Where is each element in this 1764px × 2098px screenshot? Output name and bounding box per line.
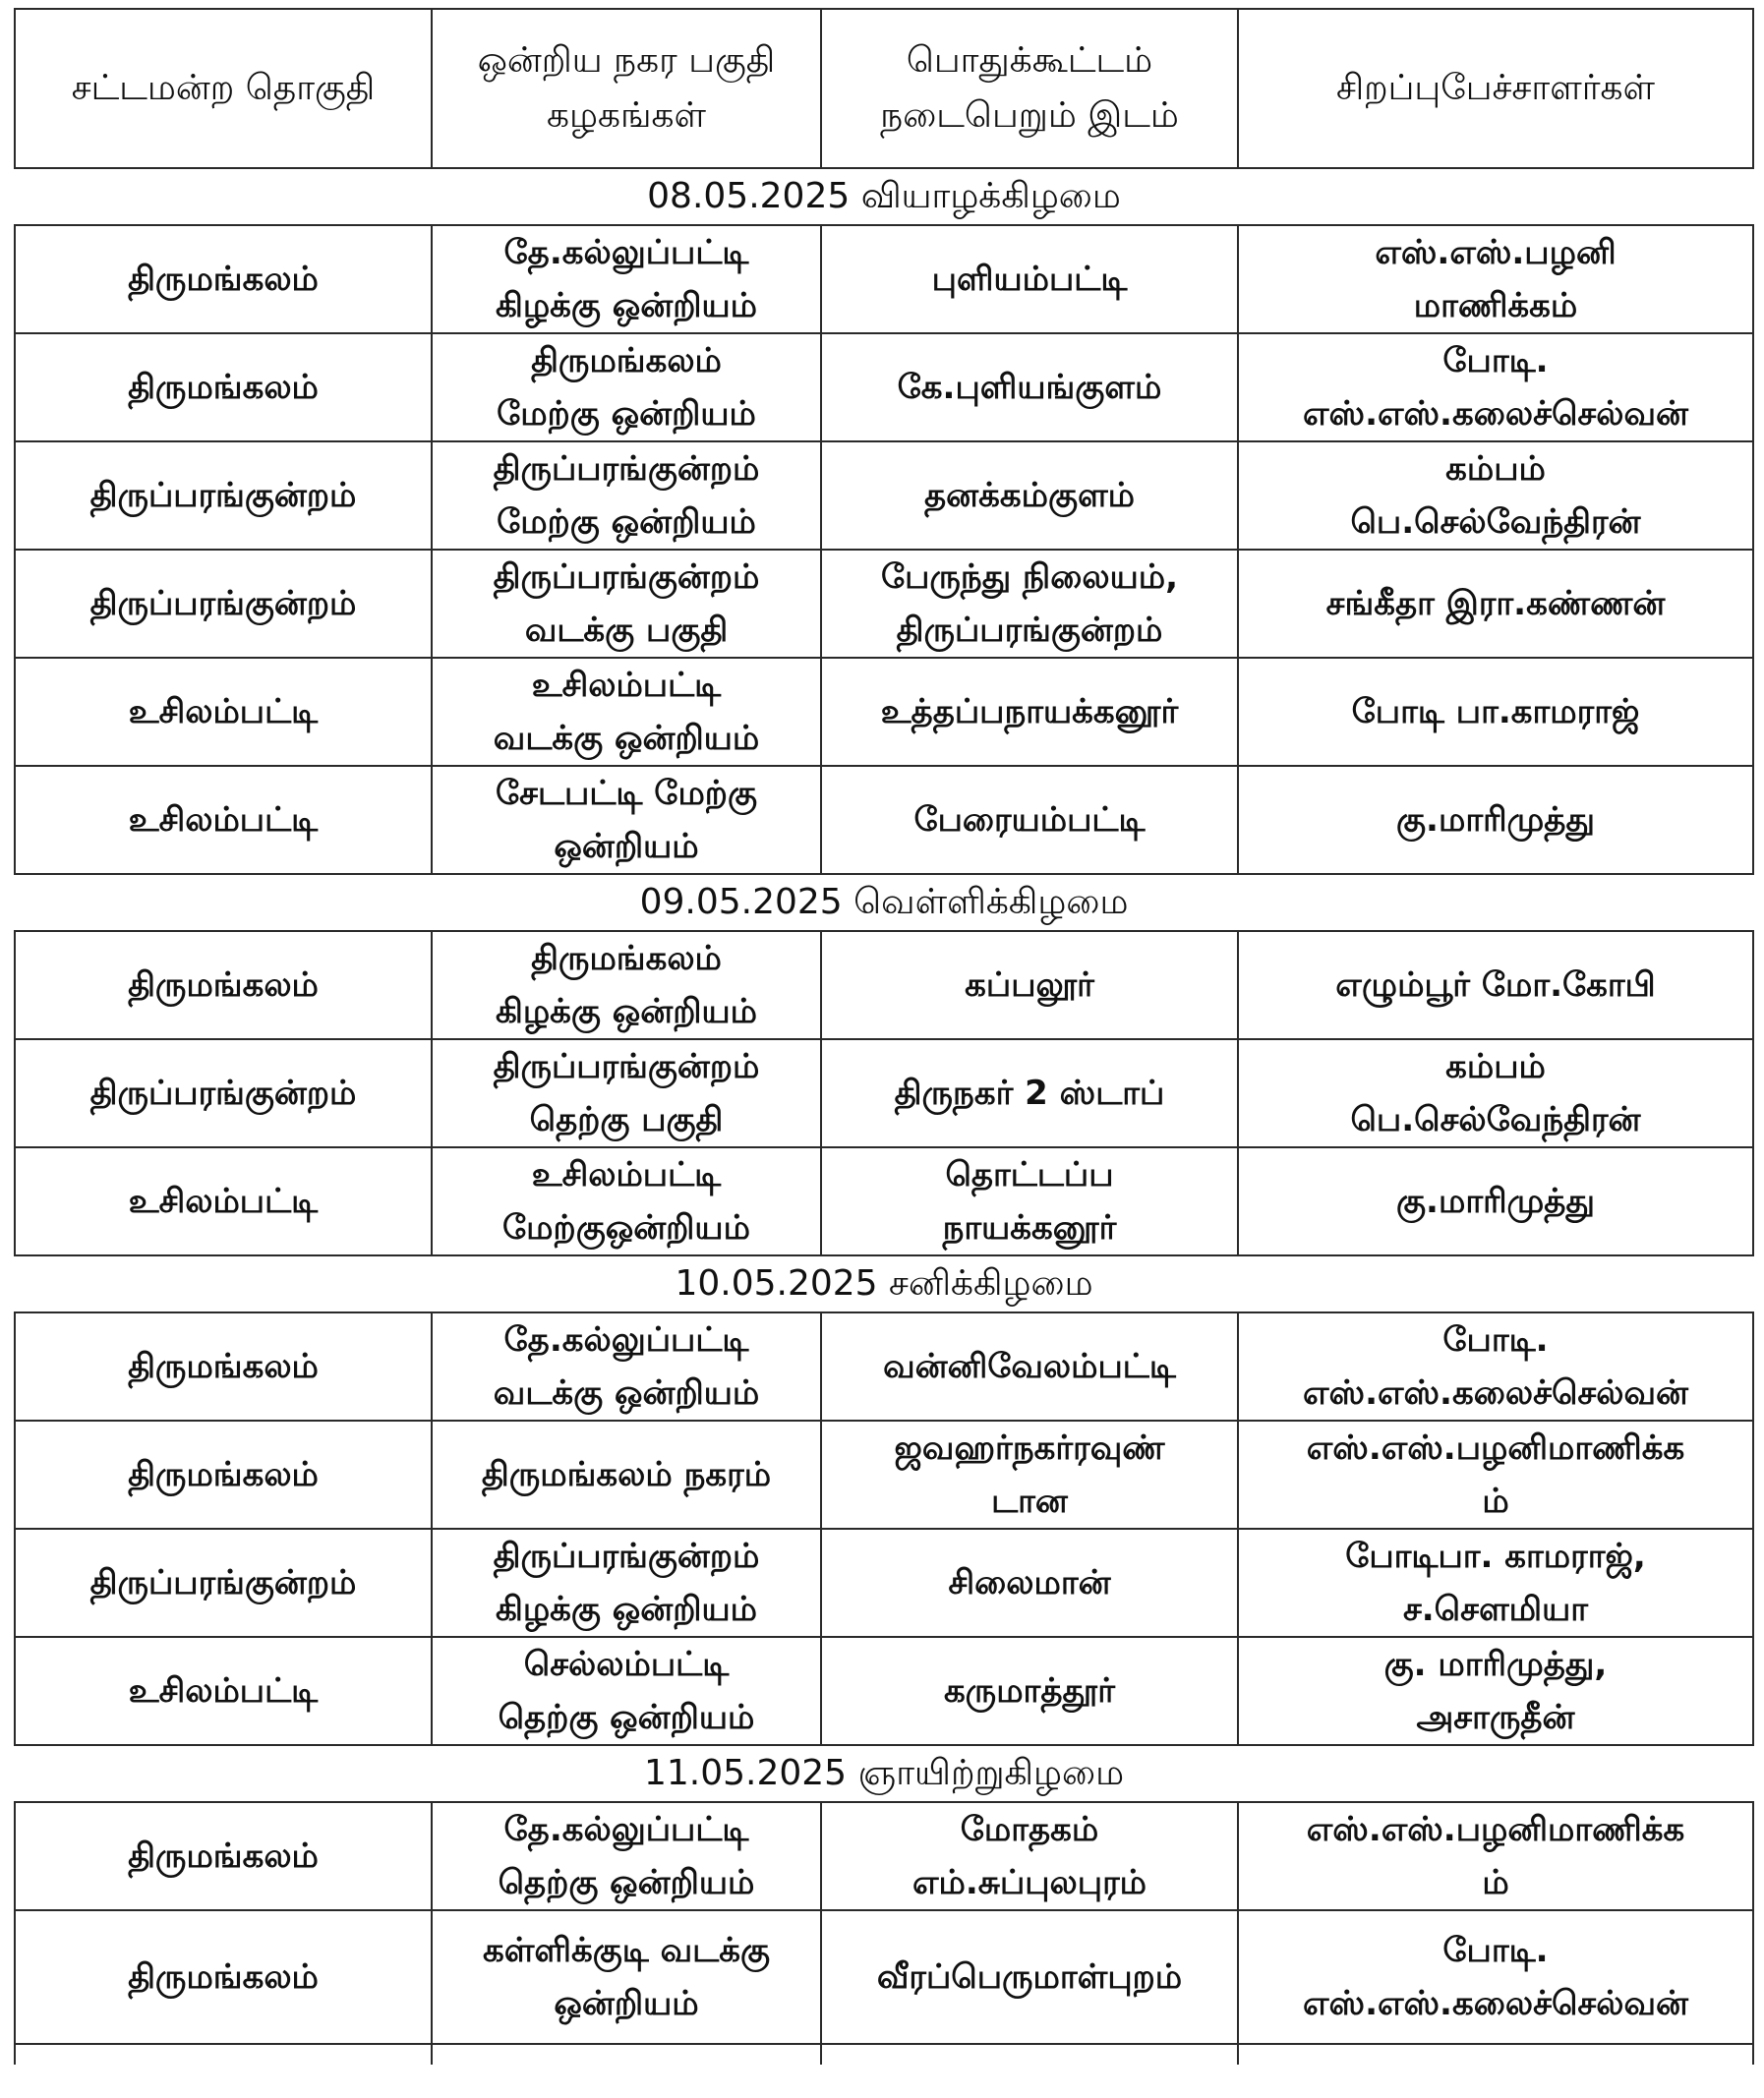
venue-cell-line: திருநகர் 2 ஸ்டாப் xyxy=(894,1074,1165,1113)
venue-cell xyxy=(821,1529,1238,1637)
constituency-cell-text: திருமங்கலம் xyxy=(128,260,319,299)
venue-cell-line: நாயக்கனூர் xyxy=(942,1208,1117,1248)
table-row xyxy=(15,1039,1753,1147)
cutoff-cell xyxy=(821,2044,1238,2065)
table-row xyxy=(15,1421,1753,1529)
venue-cell xyxy=(821,1421,1238,1529)
speakers-cell xyxy=(1238,225,1753,333)
date-row xyxy=(15,168,1753,225)
union-cell-line: தே.கல்லுப்பட்டி xyxy=(503,1320,749,1360)
header-venue-line2: நடைபெறும் இடம் xyxy=(880,95,1179,136)
speakers-cell-line: கு. மாரிமுத்து, xyxy=(1383,1645,1608,1684)
table-row xyxy=(15,225,1753,333)
speakers-cell-line: எஸ்.எஸ்.கலைச்செல்வன் xyxy=(1303,394,1688,434)
table-row xyxy=(15,1802,1753,1910)
union-cell-line: தெற்கு பகுதி xyxy=(529,1100,724,1139)
speakers-cell xyxy=(1238,1312,1753,1421)
union-cell-line: உசிலம்பட்டி xyxy=(531,1155,722,1195)
venue-cell xyxy=(821,1802,1238,1910)
union-cell-line: வடக்கு பகுதி xyxy=(524,611,729,650)
constituency-cell xyxy=(15,1910,432,2044)
union-cell-line: திருமங்கலம் xyxy=(531,341,722,380)
header-venue xyxy=(821,9,1238,168)
venue-cell xyxy=(821,550,1238,658)
constituency-cell xyxy=(15,658,432,766)
venue-cell xyxy=(821,1637,1238,1745)
venue-cell xyxy=(821,1147,1238,1255)
header-union-line2: கழகங்கள் xyxy=(546,95,707,136)
constituency-cell xyxy=(15,225,432,333)
venue-cell-line: கருமாத்தூர் xyxy=(943,1671,1116,1711)
venue-cell-line: எம்.சுப்புலபுரம் xyxy=(911,1863,1147,1902)
header-venue-line1: பொதுக்கூட்டம் xyxy=(906,40,1153,81)
constituency-cell xyxy=(15,1529,432,1637)
venue-cell xyxy=(821,766,1238,874)
speakers-cell xyxy=(1238,550,1753,658)
speakers-cell-line: எஸ்.எஸ்.பழனிமாணிக்க xyxy=(1306,1810,1685,1849)
venue-cell-line: திருப்பரங்குன்றம் xyxy=(896,611,1163,650)
speakers-cell-line: போடி. xyxy=(1442,341,1549,380)
constituency-cell xyxy=(15,1802,432,1910)
union-cell-line: மேற்குஒன்றியம் xyxy=(502,1208,750,1248)
speakers-cell-line: சங்கீதா இரா.கண்ணன் xyxy=(1325,584,1666,623)
constituency-cell-text: திருப்பரங்குன்றம் xyxy=(89,476,357,515)
venue-cell-line: ஜவஹர்நகர்ரவுண் xyxy=(894,1428,1165,1468)
speakers-cell-line: கு.மாரிமுத்து xyxy=(1396,1182,1595,1221)
union-cell-line: திருப்பரங்குன்றம் xyxy=(493,449,760,489)
union-cell-line: சேடபட்டி மேற்கு xyxy=(496,774,757,813)
union-cell-line: உசிலம்பட்டி xyxy=(531,666,722,705)
header-speakers xyxy=(1238,9,1753,168)
constituency-cell xyxy=(15,766,432,874)
union-cell-line: கிழக்கு ஒன்றியம் xyxy=(495,286,758,325)
venue-cell xyxy=(821,1039,1238,1147)
venue-cell-line: தனக்கம்குளம் xyxy=(923,476,1136,515)
header-row xyxy=(15,9,1753,168)
speakers-cell-line: போடி. xyxy=(1442,1931,1549,1970)
union-cell xyxy=(432,1039,821,1147)
venue-cell-line: உத்தப்பநாயக்கனூர் xyxy=(880,692,1179,731)
union-cell-line: வடக்கு ஒன்றியம் xyxy=(493,719,760,758)
venue-cell xyxy=(821,1312,1238,1421)
union-cell xyxy=(432,1910,821,2044)
union-cell-line: செல்லம்பட்டி xyxy=(523,1645,730,1684)
speakers-cell-line: எஸ்.எஸ்.பழனி xyxy=(1375,233,1617,272)
union-cell-line: தே.கல்லுப்பட்டி xyxy=(503,233,749,272)
schedule-sheet xyxy=(14,8,1752,2065)
venue-cell-line: மோதகம் xyxy=(960,1810,1099,1849)
union-cell xyxy=(432,1529,821,1637)
speakers-cell-line: பெ.செல்வேந்திரன் xyxy=(1350,1100,1641,1139)
constituency-cell xyxy=(15,441,432,550)
union-cell xyxy=(432,766,821,874)
constituency-cell-text: திருமங்கலம் xyxy=(128,1347,319,1386)
speakers-cell xyxy=(1238,766,1753,874)
union-cell xyxy=(432,931,821,1039)
union-cell xyxy=(432,333,821,441)
constituency-cell xyxy=(15,550,432,658)
union-cell-line: திருப்பரங்குன்றம் xyxy=(493,1537,760,1576)
constituency-cell xyxy=(15,1039,432,1147)
constituency-cell xyxy=(15,1312,432,1421)
header-constituency-text: சட்டமன்ற தொகுதி xyxy=(71,68,376,108)
date-heading: 08.05.2025 வியாழக்கிழமை xyxy=(15,168,1753,225)
union-cell-line: வடக்கு ஒன்றியம் xyxy=(493,1373,760,1413)
constituency-cell xyxy=(15,931,432,1039)
union-cell-line: மேற்கு ஒன்றியம் xyxy=(497,394,756,434)
constituency-cell-text: திருமங்கலம் xyxy=(128,1455,319,1494)
schedule-body xyxy=(15,9,1753,2065)
speakers-cell xyxy=(1238,441,1753,550)
venue-cell-line: வன்னிவேலம்பட்டி xyxy=(883,1347,1176,1386)
speakers-cell-line: போடிபா. காமராஜ், xyxy=(1345,1537,1646,1576)
cutoff-cell xyxy=(432,2044,821,2065)
speakers-cell-line: கம்பம் xyxy=(1445,449,1546,489)
speakers-cell-line: எழும்பூர் மோ.கோபி xyxy=(1335,965,1656,1005)
speakers-cell-line: ம் xyxy=(1482,1482,1509,1521)
table-row xyxy=(15,1147,1753,1255)
cutoff-cell xyxy=(15,2044,432,2065)
speakers-cell-line: பெ.செல்வேந்திரன் xyxy=(1350,502,1641,542)
union-cell-line: திருப்பரங்குன்றம் xyxy=(493,557,760,597)
venue-cell-line: டான xyxy=(991,1482,1068,1521)
venue-cell xyxy=(821,225,1238,333)
venue-cell-line: பேருந்து நிலையம், xyxy=(880,557,1179,597)
union-cell-line: மேற்கு ஒன்றியம் xyxy=(497,502,756,542)
speakers-cell xyxy=(1238,1910,1753,2044)
constituency-cell-text: உசிலம்பட்டி xyxy=(128,1182,319,1221)
constituency-cell-text: உசிலம்பட்டி xyxy=(128,1671,319,1711)
venue-cell-line: கே.புளியங்குளம் xyxy=(897,368,1162,407)
date-heading: 10.05.2025 சனிக்கிழமை xyxy=(15,1255,1753,1312)
speakers-cell xyxy=(1238,1637,1753,1745)
constituency-cell-text: திருப்பரங்குன்றம் xyxy=(89,1074,357,1113)
speakers-cell xyxy=(1238,1421,1753,1529)
table-row xyxy=(15,441,1753,550)
speakers-cell-line: மாணிக்கம் xyxy=(1413,286,1578,325)
venue-cell xyxy=(821,441,1238,550)
venue-cell-line: சிலைமான் xyxy=(948,1563,1111,1603)
table-row xyxy=(15,333,1753,441)
union-cell-line: தெற்கு ஒன்றியம் xyxy=(498,1863,755,1902)
speakers-cell-line: ச.சௌமியா xyxy=(1402,1590,1589,1629)
speakers-cell-line: எஸ்.எஸ்.கலைச்செல்வன் xyxy=(1303,1373,1688,1413)
speakers-cell xyxy=(1238,931,1753,1039)
date-row xyxy=(15,1255,1753,1312)
cutoff-cell xyxy=(1238,2044,1753,2065)
constituency-cell xyxy=(15,333,432,441)
speakers-cell-line: கம்பம் xyxy=(1445,1047,1546,1086)
date-row xyxy=(15,874,1753,931)
union-cell-line: கிழக்கு ஒன்றியம் xyxy=(495,1590,758,1629)
speakers-cell xyxy=(1238,1039,1753,1147)
speakers-cell xyxy=(1238,1802,1753,1910)
constituency-cell-text: திருமங்கலம் xyxy=(128,965,319,1005)
union-cell xyxy=(432,550,821,658)
union-cell xyxy=(432,1637,821,1745)
speakers-cell-line: அசாருதீன் xyxy=(1416,1698,1575,1737)
union-cell xyxy=(432,1421,821,1529)
constituency-cell-text: உசிலம்பட்டி xyxy=(128,692,319,731)
union-cell xyxy=(432,441,821,550)
table-row xyxy=(15,658,1753,766)
header-union xyxy=(432,9,821,168)
table-row xyxy=(15,550,1753,658)
table-row xyxy=(15,1312,1753,1421)
header-speakers-text: சிறப்புபேச்சாளர்கள் xyxy=(1335,68,1656,108)
venue-cell-line: புளியம்பட்டி xyxy=(931,260,1128,299)
speakers-cell xyxy=(1238,333,1753,441)
venue-cell xyxy=(821,658,1238,766)
venue-cell-line: தொட்டப்ப xyxy=(945,1155,1114,1195)
date-heading: 09.05.2025 வெள்ளிக்கிழமை xyxy=(15,874,1753,931)
speakers-cell-line: எஸ்.எஸ்.பழனிமாணிக்க xyxy=(1306,1428,1685,1468)
union-cell xyxy=(432,658,821,766)
speakers-cell xyxy=(1238,1147,1753,1255)
union-cell-line: ஒன்றியம் xyxy=(554,827,699,866)
constituency-cell-text: திருப்பரங்குன்றம் xyxy=(89,584,357,623)
table-row xyxy=(15,766,1753,874)
constituency-cell-text: திருமங்கலம் xyxy=(128,1957,319,1997)
union-cell-line: திருமங்கலம் நகரம் xyxy=(481,1455,772,1494)
venue-cell xyxy=(821,333,1238,441)
date-heading: 11.05.2025 ஞாயிற்றுகிழமை xyxy=(15,1745,1753,1802)
table-row xyxy=(15,1529,1753,1637)
union-cell-line: தே.கல்லுப்பட்டி xyxy=(503,1810,749,1849)
speakers-cell-line: ம் xyxy=(1482,1863,1509,1902)
table-row xyxy=(15,1910,1753,2044)
venue-cell-line: பேரையம்பட்டி xyxy=(913,800,1146,840)
constituency-cell xyxy=(15,1147,432,1255)
constituency-cell xyxy=(15,1421,432,1529)
speakers-cell-line: போடி. xyxy=(1442,1320,1549,1360)
union-cell-line: திருப்பரங்குன்றம் xyxy=(493,1047,760,1086)
date-row xyxy=(15,1745,1753,1802)
union-cell-line: கள்ளிக்குடி வடக்கு xyxy=(482,1931,771,1970)
union-cell xyxy=(432,1802,821,1910)
speakers-cell xyxy=(1238,658,1753,766)
constituency-cell-text: திருமங்கலம் xyxy=(128,368,319,407)
header-union-line1: ஒன்றிய நகர பகுதி xyxy=(477,40,776,81)
speakers-cell-line: போடி பா.காமராஜ் xyxy=(1351,692,1640,731)
speakers-cell xyxy=(1238,1529,1753,1637)
union-cell xyxy=(432,1147,821,1255)
speakers-cell-line: கு.மாரிமுத்து xyxy=(1396,800,1595,840)
union-cell-line: கிழக்கு ஒன்றியம் xyxy=(495,992,758,1031)
constituency-cell-text: உசிலம்பட்டி xyxy=(128,800,319,840)
constituency-cell xyxy=(15,1637,432,1745)
venue-cell-line: வீரப்பெருமாள்புறம் xyxy=(876,1957,1183,1997)
constituency-cell-text: திருப்பரங்குன்றம் xyxy=(89,1563,357,1603)
union-cell-line: தெற்கு ஒன்றியம் xyxy=(498,1698,755,1737)
constituency-cell-text: திருமங்கலம் xyxy=(128,1836,319,1876)
union-cell xyxy=(432,225,821,333)
union-cell-line: ஒன்றியம் xyxy=(554,1984,699,2023)
venue-cell xyxy=(821,931,1238,1039)
union-cell-line: திருமங்கலம் xyxy=(531,939,722,978)
cutoff-row xyxy=(15,2044,1753,2065)
union-cell xyxy=(432,1312,821,1421)
table-row xyxy=(15,1637,1753,1745)
speakers-cell-line: எஸ்.எஸ்.கலைச்செல்வன் xyxy=(1303,1984,1688,2023)
meeting-schedule-table xyxy=(14,8,1754,2065)
table-row xyxy=(15,931,1753,1039)
header-constituency xyxy=(15,9,432,168)
venue-cell xyxy=(821,1910,1238,2044)
venue-cell-line: கப்பலூர் xyxy=(965,965,1094,1005)
